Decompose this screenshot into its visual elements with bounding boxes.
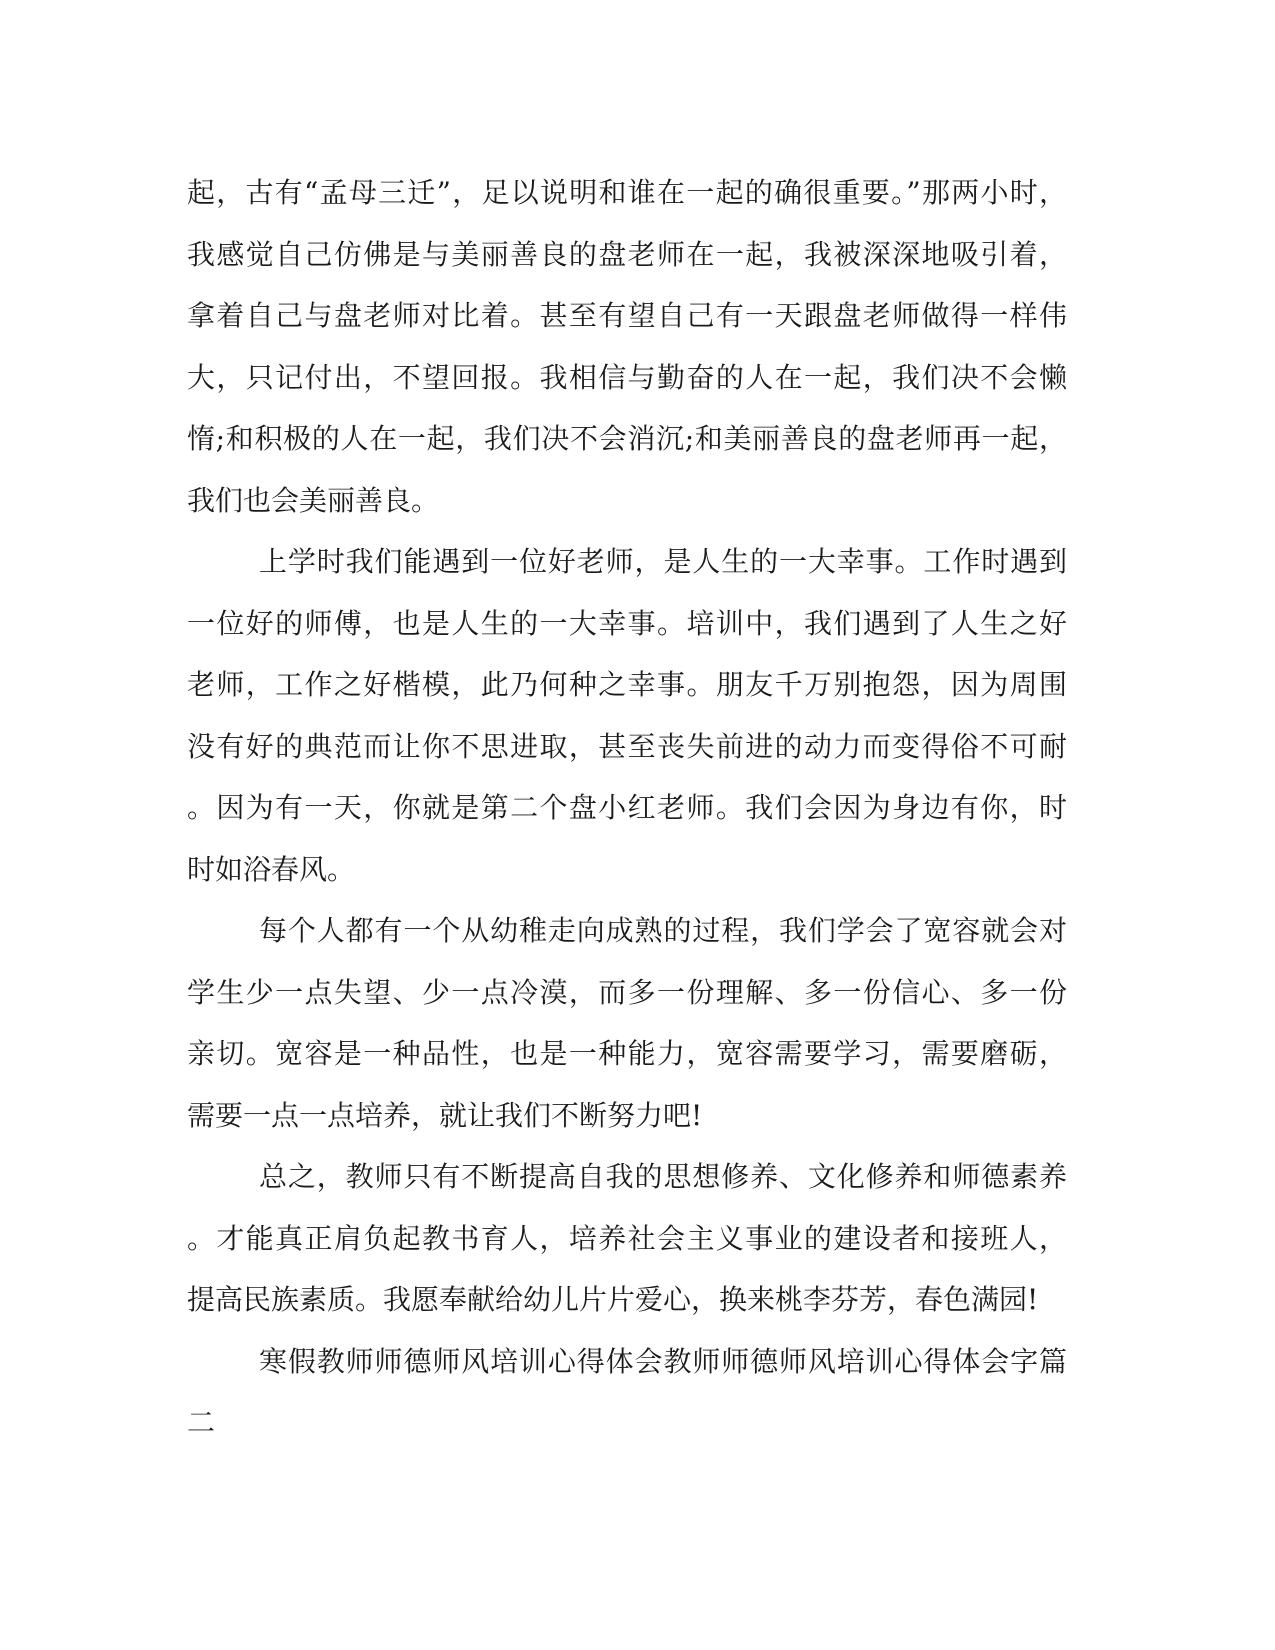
section-heading xyxy=(187,1331,1067,1454)
text-line: 学生少一点失望、少一点冷漠，而多一份理解、多一份信心、多一份 xyxy=(187,975,1067,1009)
text-line: 起，古有“孟母三迁”，足以说明和谁在一起的确很重要。”那两小时， xyxy=(187,176,1067,209)
text-line: 。因为有一天，你就是第二个盘小红老师。我们会因为身边有你，时 xyxy=(187,791,1067,824)
text-line: 我们也会美丽善良。 xyxy=(187,483,440,517)
text-line: 需要一点一点培养，就让我们不断努力吧! xyxy=(187,1098,703,1132)
text-line: 一位好的师傅，也是人生的一大幸事。培训中，我们遇到了人生之好 xyxy=(187,606,1067,640)
text-line: 亲切。宽容是一种品性，也是一种能力，宽容需要学习，需要磨砺， xyxy=(187,1037,1067,1070)
text-line: 老师，工作之好楷模，此乃何种之幸事。朋友千万别抱怨，因为周围 xyxy=(187,668,1067,701)
text-line: 大，只记付出，不望回报。我相信与勤奋的人在一起，我们决不会懒 xyxy=(187,360,1067,394)
text-line: 拿着自己与盘老师对比着。甚至有望自己有一天跟盘老师做得一样伟 xyxy=(187,299,1067,332)
text-line: 我感觉自己仿佛是与美丽善良的盘老师在一起，我被深深地吸引着， xyxy=(187,237,1067,271)
text-line: 时如浴春风。 xyxy=(187,852,356,886)
text-line: 上学时我们能遇到一位好老师，是人生的一大幸事。工作时遇到 xyxy=(259,545,1067,578)
paragraph xyxy=(187,1146,1067,1331)
text-line: 提高民族素质。我愿奉献给幼儿片片爱心，换来桃李芬芳，春色满园! xyxy=(187,1283,1039,1316)
text-line: 惰;和积极的人在一起，我们决不会消沉;和美丽善良的盘老师再一起， xyxy=(187,422,1067,455)
paragraph xyxy=(187,531,1067,900)
text-line: 寒假教师师德师风培训心得体会教师师德师风培训心得体会字篇 xyxy=(259,1344,1067,1378)
paragraph xyxy=(187,162,1067,531)
text-line: 每个人都有一个从幼稚走向成熟的过程，我们学会了宽容就会对 xyxy=(259,914,1067,947)
text-line: 没有好的典范而让你不思进取，甚至丧失前进的动力而变得俗不可耐 xyxy=(187,729,1067,763)
text-line: 。才能真正肩负起教书育人，培养社会主义事业的建设者和接班人， xyxy=(187,1221,1067,1255)
document-body xyxy=(187,162,1067,1454)
text-line: 二 xyxy=(187,1406,216,1439)
text-line: 总之，教师只有不断提高自我的思想修养、文化修养和师德素养 xyxy=(259,1160,1067,1193)
paragraph xyxy=(187,900,1067,1146)
